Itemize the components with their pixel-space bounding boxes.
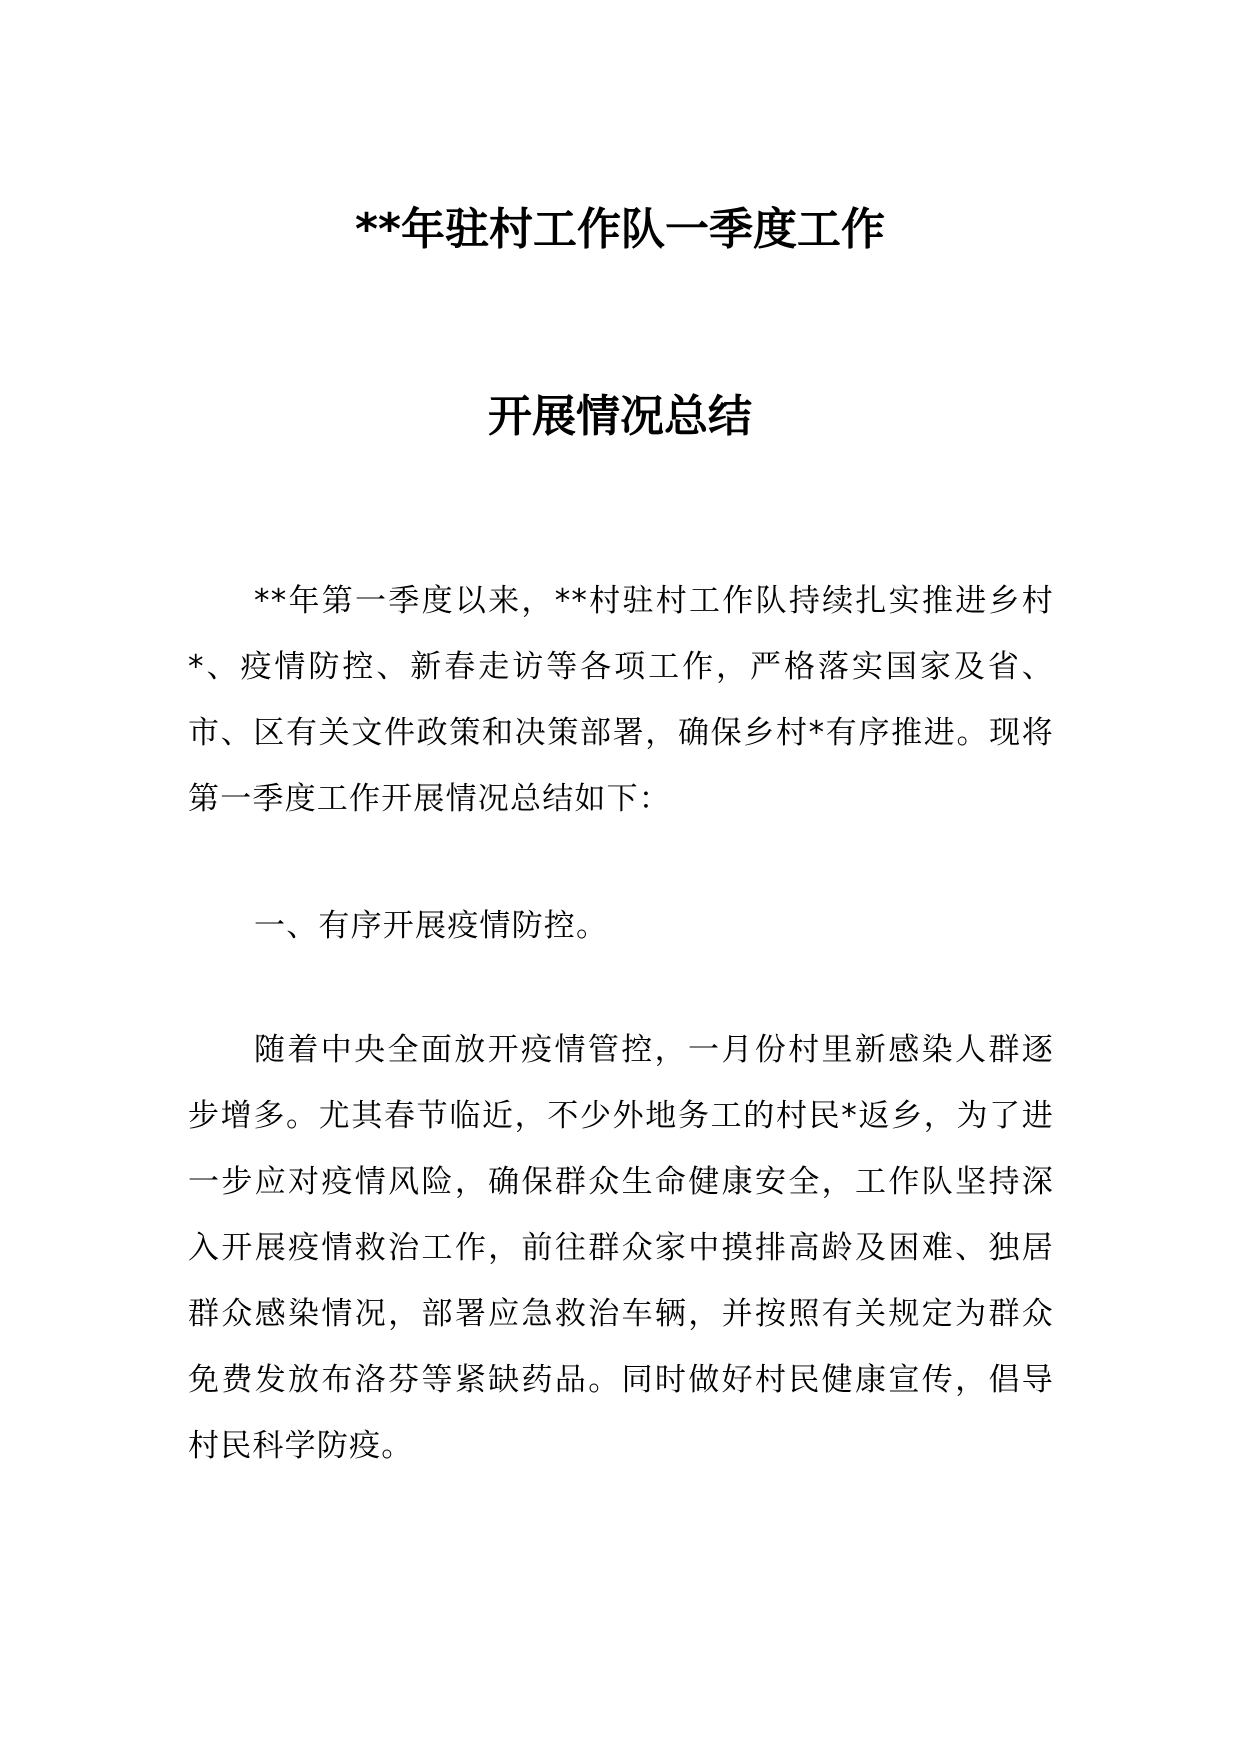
intro-paragraph-block: [188, 568, 1054, 832]
section-1-paragraph-block: [188, 1017, 1054, 1479]
section-1-heading: 一、有序开展疫情防控。: [254, 908, 609, 944]
document-title-line-1: **年驻村工作队一季度工作: [354, 204, 886, 255]
intro-paragraph: **年第一季度以来，**村驻村工作队持续扎实推进乡村*、疫情防控、新春走访等各项工作，严格落实国家及省、市、区有关文件政策和决策部署，确保乡村*有序推进。现将第一季度工作开展情况总结如下：: [188, 583, 1054, 817]
section-1-paragraph: 随着中央全面放开疫情管控，一月份村里新感染人群逐步增多。尤其春节临近，不少外地务工的村民*返乡，为了进一步应对疫情风险，确保群众生命健康安全，工作队坚持深入开展疫情救治工作，前往群众家中摸排高龄及困难、独居群众感染情况，部署应急救治车辆，并按照有关规定为群众免费发放布洛芬等紧缺药品。同时做好村民健康宣传，倡导村民科学防疫。: [188, 1032, 1054, 1464]
document-title-line-2: 开展情况总结: [488, 391, 752, 442]
section-heading-block: [188, 893, 1054, 959]
